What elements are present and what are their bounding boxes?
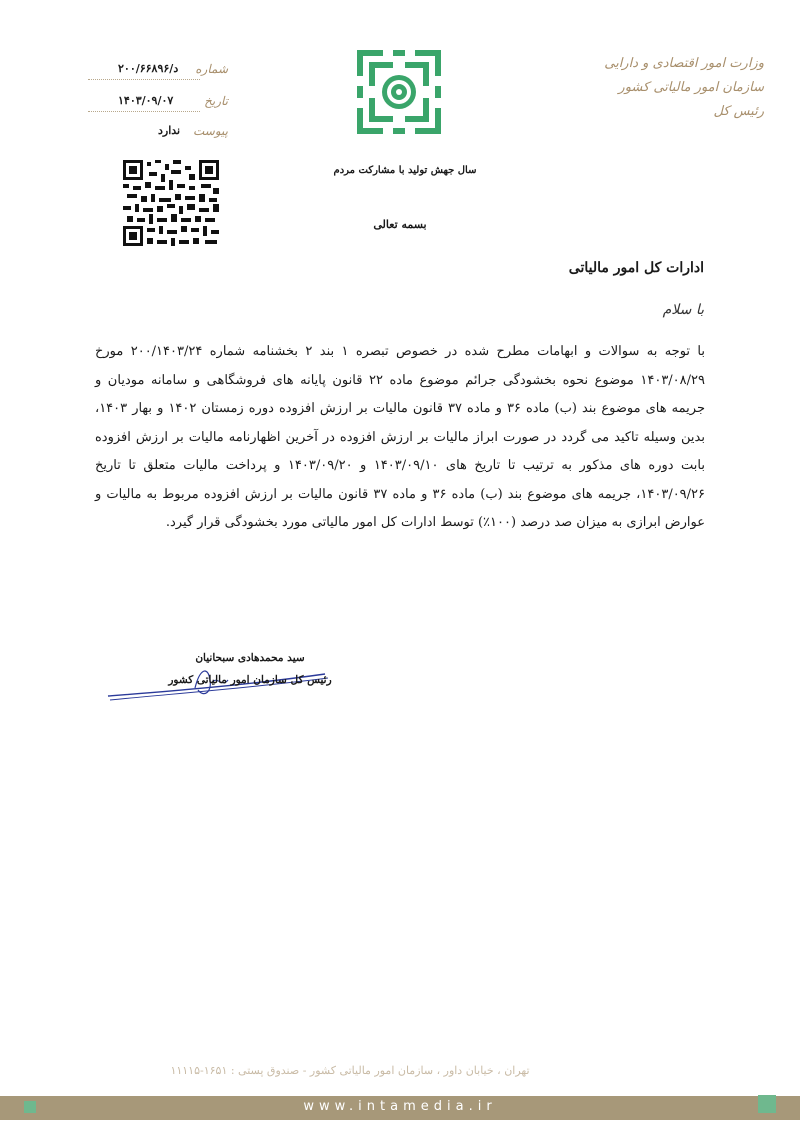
signatory-name: سید محمدهادی سبحانیان [195, 652, 305, 664]
attachment-label: پیوست [193, 124, 228, 138]
year-slogan: سال جهش تولید با مشارکت مردم [333, 165, 477, 176]
ministry-line-1: وزارت امور اقتصادی و دارایی [604, 56, 764, 71]
tax-organization-logo [353, 46, 445, 138]
footer-website[interactable]: www.intamedia.ir [303, 1099, 497, 1114]
footer-square-right-icon [758, 1095, 776, 1113]
qr-code[interactable] [123, 160, 219, 246]
footer-address: تهران ، خیابان داور ، سازمان امور مالیاتی کشور - صندوق پستی : ۱۶۵۱-۱۱۱۱۵ [170, 1064, 530, 1077]
letter-number-row [88, 60, 240, 84]
salutation: با سلام [662, 302, 704, 318]
date-dotted-line [88, 111, 200, 112]
date-value: ۱۴۰۳/۰۹/۰۷ [118, 94, 174, 107]
number-value: د/۲۰۰/۶۶۸۹۶ [118, 62, 179, 75]
attachment-value: ندارد [158, 124, 181, 137]
ministry-header [564, 52, 764, 124]
number-label: شماره [195, 62, 228, 76]
ministry-line-2: سازمان امور مالیاتی کشور [618, 80, 764, 95]
letter-body: با توجه به سوالات و ابهامات مطرح شده در خصوص تبصره ۱ بند ۲ بخشنامه شماره ۲۰۰/۱۴۰۳/۲۴ مورخ ۱۴۰۳/۰۸/۲۹ موضوع نحوه بخشودگی جرائم موضوع ماده ۲۲ قانون پایانه های فروشگاهی و سامانه مودیان و جریمه های موضوع بند (ب) ماده ۳۶ و ماده ۳۷ قانون مالیات بر ارزش افزوده دوره زمستان ۱۴۰۲ و بهار ۱۴۰۳، بدین وسیله تاکید می گردد در صورت ابراز مالیات بر ارزش افزوده در آخرین اظهارنامه مالیات بر ارزش افزوده بابت دوره های مذکور به ترتیب تا تاریخ های ۱۴۰۳/۰۹/۱۰ و ۱۴۰۳/۰۹/۲۰ و پرداخت مالیات متعلق تا تاریخ ۱۴۰۳/۰۹/۲۶، جریمه های موضوع بند (ب) ماده ۳۶ و ماده ۳۷ قانون مالیات بر ارزش افزوده مربوط به مالیات و عوارض ابرازی به میزان صد درصد (۱۰۰٪) توسط ادارات کل امور مالیاتی مورد بخشودگی قرار گیرد. [95, 344, 706, 530]
date-label: تاریخ [204, 94, 228, 108]
letter-attachment-row [88, 122, 240, 146]
signatory-title: رئیس کل سازمان امور مالیاتی کشور [168, 674, 332, 686]
letter-date-row [88, 92, 240, 116]
number-dotted-line [88, 79, 200, 80]
footer-square-left-icon [24, 1101, 36, 1113]
recipient: ادارات کل امور مالیاتی [568, 260, 704, 276]
ministry-line-3: رئیس کل [713, 104, 764, 119]
basmala: بسمه تعالی [373, 218, 427, 231]
